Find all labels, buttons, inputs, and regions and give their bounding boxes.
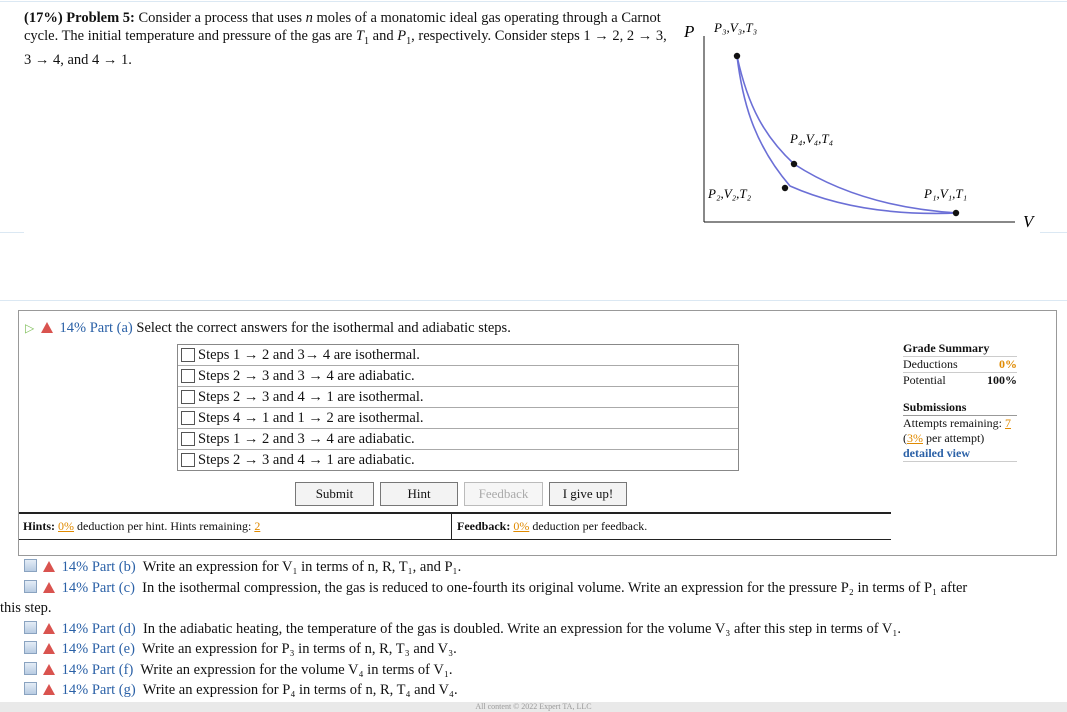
answer-option[interactable]: Steps 2 → 3 and 4 → 1 are adiabatic.	[178, 450, 738, 470]
part-a-panel	[18, 310, 1057, 556]
submissions-title: Submissions	[903, 400, 967, 414]
problem-statement: (17%) Problem 5: Consider a process that uses n moles of a monatomic ideal gas operating through a Carnot cycle. The initial temperature and pressure of the gas are $T_1$ and $P_1$, respectively. Consider steps 1 → 2, 2 → 3, 3 → 4, and 4 → 1.	[24, 10, 667, 68]
submit-button[interactable]: Submit	[295, 482, 374, 506]
point-1	[953, 210, 959, 216]
parts-list	[0, 557, 1044, 701]
answer-option[interactable]: Steps 1 → 2 and 3→ 4 are isothermal.	[178, 345, 738, 366]
background-line	[1040, 232, 1067, 233]
part-e-row[interactable]: 14% Part (e) Write an expression for P₃ in terms of n, R, T₃ and V₃.	[24, 639, 1044, 660]
expand-icon[interactable]	[24, 662, 37, 675]
give-up-button[interactable]: I give up!	[549, 482, 627, 506]
expand-icon[interactable]	[24, 621, 37, 634]
part-g-row[interactable]: 14% Part (g) Write an expression for P₄ in terms of n, R, T₄ and V₄.	[24, 680, 1044, 701]
warning-icon	[41, 322, 53, 333]
attempts-remaining: Attempts remaining: 7	[903, 415, 1017, 431]
checkbox[interactable]	[181, 348, 195, 362]
answer-option[interactable]: Steps 4 → 1 and 1 → 2 are isothermal.	[178, 408, 738, 429]
answer-option[interactable]: Steps 2 → 3 and 3 → 4 are adiabatic.	[178, 366, 738, 387]
divider	[451, 514, 452, 539]
warning-icon	[43, 582, 55, 593]
warning-icon	[43, 664, 55, 675]
part-d-row[interactable]: 14% Part (d) In the adiabatic heating, the temperature of the gas is doubled. Write an expression for the volume V₃ after this step in terms of V₁.	[24, 619, 1044, 640]
point-2	[782, 185, 788, 191]
hints-feedback-bar	[19, 512, 891, 540]
checkbox[interactable]	[181, 432, 195, 446]
answer-options	[177, 344, 739, 471]
background-line	[0, 232, 24, 233]
label-point-3: P₃,V₃,T₃	[714, 20, 758, 35]
background-line	[0, 1, 1067, 2]
warning-icon	[43, 684, 55, 695]
expand-icon[interactable]	[24, 641, 37, 654]
checkbox[interactable]	[181, 390, 195, 404]
grade-summary	[903, 341, 1017, 462]
label-point-1: P₁,V₁,T₁	[924, 186, 968, 201]
per-attempt-info: (3% per attempt)	[903, 431, 985, 445]
hint-button[interactable]: Hint	[380, 482, 458, 506]
axis-label-v: V	[1023, 212, 1034, 231]
expand-icon[interactable]	[24, 580, 37, 593]
expand-icon[interactable]	[24, 682, 37, 695]
point-3	[734, 53, 740, 59]
answer-option[interactable]: Steps 1 → 2 and 3 → 4 are adiabatic.	[178, 429, 738, 450]
hints-remaining: 2	[254, 519, 261, 533]
warning-icon	[43, 561, 55, 572]
checkbox[interactable]	[181, 369, 195, 383]
warning-icon	[43, 623, 55, 634]
label-point-2: P₂,V₂,T₂	[708, 186, 752, 201]
pv-diagram	[680, 12, 1040, 237]
feedback-button: Feedback	[464, 482, 543, 506]
part-a-header	[25, 320, 511, 337]
background-line	[0, 300, 1067, 301]
grade-summary-title: Grade Summary	[903, 341, 990, 355]
hints-info: Hints: 0% deduction per hint. Hints remaining: 2	[23, 519, 261, 533]
expand-play-icon[interactable]: ▷	[25, 321, 35, 335]
checkbox[interactable]	[181, 453, 195, 467]
point-4	[791, 161, 797, 167]
answer-option[interactable]: Steps 2 → 3 and 4 → 1 are isothermal.	[178, 387, 738, 408]
part-f-row[interactable]: 14% Part (f) Write an expression for the volume V₄ in terms of V₁.	[24, 660, 1044, 681]
potential-row: Potential 100%	[903, 373, 1017, 387]
part-b-row[interactable]: 14% Part (b) Write an expression for V₁ in terms of n, R, T₁, and P₁.	[24, 557, 1044, 578]
warning-icon	[43, 643, 55, 654]
part-c-wrap: this step.	[0, 600, 52, 616]
deductions-row: Deductions 0%	[903, 357, 1017, 371]
part-a-question: Select the correct answers for the isothermal and adiabatic steps.	[136, 320, 511, 336]
part-a-label: 14% Part (a)	[59, 320, 133, 336]
expand-icon[interactable]	[24, 559, 37, 572]
action-buttons	[295, 482, 627, 506]
label-point-4: P₄,V₄,T₄	[790, 131, 834, 146]
axis-label-p: P	[684, 22, 695, 41]
part-c-row[interactable]: 14% Part (c) In the isothermal compression, the gas is reduced to one-fourth its original volume. Write an expression for the pressure P₂ in terms of P₁ after	[24, 578, 1044, 599]
feedback-info: Feedback: 0% deduction per feedback.	[457, 519, 648, 533]
footer: All content © 2022 Expert TA, LLC	[0, 702, 1067, 712]
detailed-view-link[interactable]: detailed view	[903, 446, 1017, 462]
problem-label: (17%) Problem 5:	[24, 10, 135, 26]
checkbox[interactable]	[181, 411, 195, 425]
